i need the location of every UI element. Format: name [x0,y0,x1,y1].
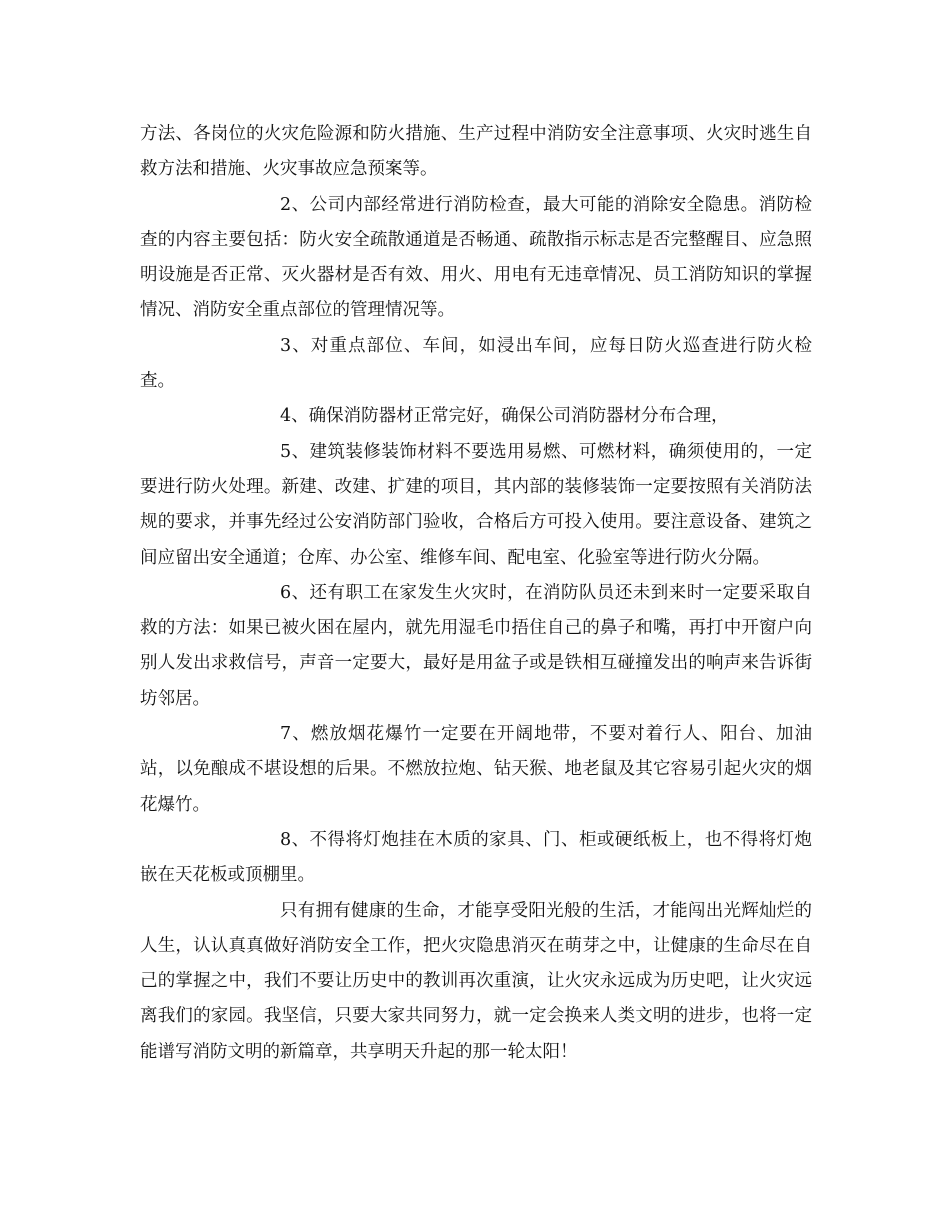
paragraph-conclusion: 只有拥有健康的生命，才能享受阳光般的生活，才能闯出光辉灿烂的人生，认认真真做好消防安全工作，把火灾隐患消灭在萌芽之中，让健康的生命尽在自己的掌握之中，我们不要让历史中的教训再次重演，让火灾永远成为历史吧，让火灾远离我们的家园。我坚信，只要大家共同努力，就一定会换来人类文明的进步，也将一定能谱写消防文明的新篇章，共享明天升起的那一轮太阳！ [140,900,812,1062]
paragraph-item-6: 6、还有职工在家发生火灾时，在消防队员还未到来时一定要采取自救的方法：如果已被火困在屋内，就先用湿毛巾捂住自己的鼻子和嘴，再打中开窗户向别人发出求救信号，声音一定要大，最好是用盆子或是铁相互碰撞发出的响声来告诉街坊邻居。 [140,582,812,709]
document-body [140,117,812,1070]
paragraph-item-8: 8、不得将灯炮挂在木质的家具、门、柜或硬纸板上，也不得将灯炮嵌在天花板或顶棚里。 [140,829,812,886]
paragraph-item-7: 7、燃放烟花爆竹一定要在开阔地带，不要对着行人、阳台、加油站，以免酿成不堪设想的后果。不燃放拉炮、钻天猴、地老鼠及其它容易引起火灾的烟花爆竹。 [140,724,812,815]
paragraph-item-3: 3、对重点部位、车间，如浸出车间，应每日防火巡查进行防火检查。 [140,335,812,392]
paragraph-item-2: 2、公司内部经常进行消防检查，最大可能的消除安全隐患。消防检查的内容主要包括：防火安全疏散通道是否畅通、疏散指示标志是否完整醒目、应急照明设施是否正常、灭火器材是否有效、用火、用电有无违章情况、员工消防知识的掌握情况、消防安全重点部位的管理情况等。 [140,194,812,321]
paragraph-item-5: 5、建筑装修装饰材料不要选用易燃、可燃材料，确须使用的，一定要进行防火处理。新建、改建、扩建的项目，其内部的装修装饰一定要按照有关消防法规的要求，并事先经过公安消防部门验收，合格后方可投入使用。要注意设备、建筑之间应留出安全通道；仓库、办公室、维修车间、配电室、化验室等进行防火分隔。 [140,441,812,568]
paragraph-continuation: 方法、各岗位的火灾危险源和防火措施、生产过程中消防安全注意事项、火灾时逃生自救方法和措施、火灾事故应急预案等。 [140,124,812,180]
paragraph-item-4: 4、确保消防器材正常完好，确保公司消防器材分布合理， [280,406,729,427]
